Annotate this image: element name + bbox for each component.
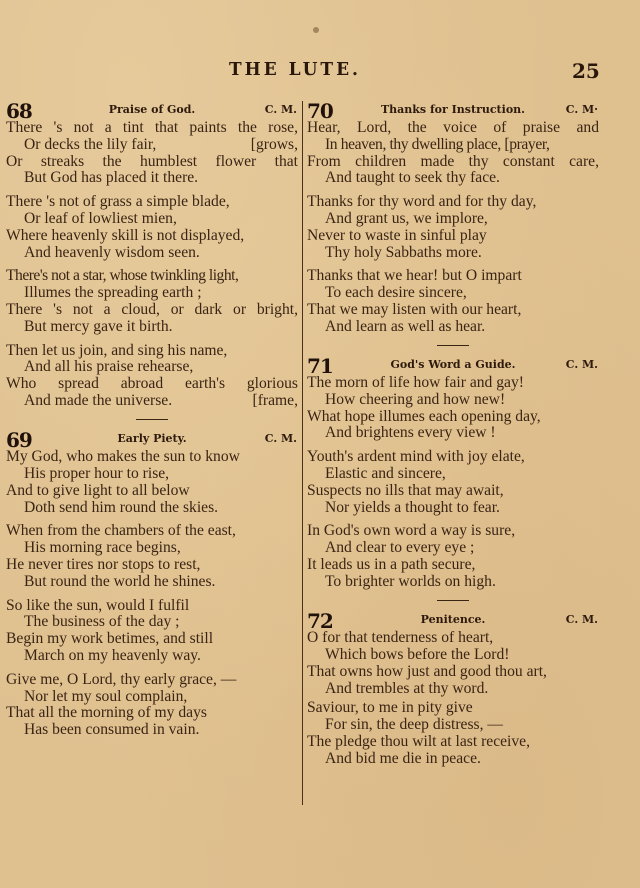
verse-line: Saviour, to me in pity give — [307, 699, 473, 717]
column-divider — [302, 101, 303, 805]
verse-line: His proper hour to rise, — [24, 465, 170, 483]
verse-line: And taught to seek thy face. — [325, 169, 500, 187]
verse-line: And learn as well as hear. — [325, 317, 486, 335]
verse-line: What hope illumes each opening day, — [307, 407, 541, 425]
verse-line: There 's not a tint that paints the rose, — [6, 120, 298, 136]
hymn-meter: C. M. — [565, 613, 598, 627]
verse-line: Elastic and sincere, — [325, 465, 446, 483]
hymn-number: 69 — [6, 428, 32, 453]
verse-line: Then let us join, and sing his name, — [6, 341, 228, 359]
verse-line: And heavenly wisdom seen. — [24, 243, 200, 261]
verse-line: But mercy gave it birth. — [24, 317, 173, 335]
verse-line: To brighter worlds on high. — [325, 572, 496, 590]
section-rule — [437, 600, 469, 602]
stanza — [6, 194, 298, 261]
carryover-text: [frame, — [252, 391, 298, 409]
verse-line: And brightens every view ! — [325, 424, 496, 442]
carryover-text: [grows, — [250, 135, 298, 153]
hymn-title: Praise of God. — [108, 103, 196, 116]
verse-line: And to give light to all below — [6, 481, 190, 499]
hymn-number: 70 — [307, 99, 333, 123]
verse-line: So like the sun, would I fulfil — [6, 596, 190, 614]
verse-line: How cheering and how new! — [325, 390, 506, 408]
stanza — [307, 523, 599, 590]
hymn-69 — [6, 429, 298, 739]
verse-line: Nor yields a thought to fear. — [325, 498, 500, 516]
running-head — [0, 60, 640, 84]
verse-line: In heaven, thy dwelling place, [prayer, — [325, 135, 550, 153]
verse-line: Or streaks the humblest flower that — [6, 153, 298, 170]
verse-line: The pledge thou wilt at last receive, — [307, 732, 530, 750]
verse-line — [6, 137, 298, 154]
hymn-71 — [307, 355, 599, 591]
left-column — [6, 100, 298, 746]
verse-line: Thanks for thy word and for thy day, — [307, 193, 537, 211]
stanza — [307, 630, 599, 697]
right-column — [307, 100, 599, 775]
verse-line: In God's own word a way is sure, — [307, 522, 516, 540]
hymn-number: 72 — [307, 609, 333, 634]
verse-line: Which bows before the Lord! — [325, 645, 510, 663]
section-rule — [437, 345, 469, 347]
hymn-number: 71 — [307, 354, 333, 379]
hymn-meter: C. M· — [565, 103, 598, 116]
stanza — [307, 268, 599, 335]
ink-speck — [313, 27, 319, 33]
verse-line: He never tires nor stops to rest, — [6, 556, 201, 574]
hymn-title: Penitence. — [420, 613, 486, 627]
stanza — [307, 120, 599, 187]
verse-line: The business of the day ; — [24, 613, 180, 631]
verse-line: There 's not of grass a simple blade, — [6, 193, 230, 211]
stanza — [307, 700, 599, 767]
stanza — [307, 375, 599, 442]
verse-line: Hear, Lord, the voice of praise and — [307, 120, 599, 136]
hymn-68 — [6, 100, 298, 410]
page-number: 25 — [572, 59, 600, 83]
verse-line: Illumes the spreading earth ; — [24, 284, 202, 302]
stanza — [6, 120, 298, 187]
verse-line: Or leaf of lowliest mien, — [24, 209, 177, 227]
hymn-title: God's Word a Guide. — [390, 358, 516, 372]
verse-line: And clear to every eye ; — [325, 539, 475, 557]
verse-text: Or decks the lily fair, — [24, 135, 157, 153]
verse-line: Doth send him round the skies. — [24, 498, 219, 516]
verse-line: But God has placed it there. — [24, 169, 199, 187]
verse-line: There 's not a cloud, or dark or bright, — [6, 301, 298, 318]
verse-line: Thy holy Sabbaths more. — [325, 243, 482, 261]
verse-line: There's not a star, whose twinkling light, — [6, 267, 239, 285]
verse-line: Give me, O Lord, thy early grace, — — [6, 670, 237, 688]
hymn-header — [307, 354, 599, 379]
verse-line: And all his praise rehearse, — [24, 358, 194, 376]
hymn-header — [307, 609, 599, 634]
verse-line — [6, 393, 298, 410]
verse-line: But round the world he shines. — [24, 572, 216, 590]
verse-line: When from the chambers of the east, — [6, 522, 236, 540]
hymn-meter: C. M. — [264, 103, 297, 116]
stanza — [6, 449, 298, 516]
verse-line: My God, who makes the sun to know — [6, 448, 240, 466]
stanza — [6, 523, 298, 590]
verse-line: Begin my work betimes, and still — [6, 630, 214, 648]
hymn-number: 68 — [6, 99, 32, 123]
running-title: THE LUTE. — [229, 59, 361, 81]
verse-line: And trembles at thy word. — [325, 679, 489, 697]
verse-line: Has been consumed in vain. — [24, 721, 200, 739]
section-rule — [136, 419, 168, 421]
stanza — [307, 449, 599, 516]
verse-line: His morning race begins, — [24, 539, 181, 557]
stanza — [6, 343, 298, 410]
verse-line: That we may listen with our heart, — [307, 300, 522, 318]
verse-line: And bid me die in peace. — [325, 749, 481, 767]
verse-line: Thanks that we hear! but O impart — [307, 267, 522, 285]
hymn-title: Early Piety. — [117, 432, 187, 446]
verse-line: And grant us, we implore, — [325, 209, 488, 227]
verse-line: O for that tenderness of heart, — [307, 629, 494, 647]
hymn-70 — [307, 100, 599, 336]
stanza — [6, 598, 298, 665]
verse-line: From children made thy constant care, — [307, 153, 599, 170]
verse-line: The morn of life how fair and gay! — [307, 374, 524, 392]
verse-line: To each desire sincere, — [325, 284, 467, 302]
verse-line: That owns how just and good thou art, — [307, 662, 547, 680]
verse-line: It leads us in a path secure, — [307, 556, 476, 574]
hymn-72 — [307, 610, 599, 767]
verse-line: March on my heavenly way. — [24, 647, 201, 665]
verse-line: Youth's ardent mind with joy elate, — [307, 448, 525, 466]
stanza — [6, 268, 298, 335]
verse-line: For sin, the deep distress, — — [325, 716, 504, 734]
stanza — [6, 672, 298, 739]
hymn-header — [6, 99, 298, 123]
stanza — [307, 194, 599, 261]
hymn-header — [6, 428, 298, 453]
verse-line: That all the morning of my days — [6, 704, 207, 722]
hymn-title: Thanks for Instruction. — [381, 103, 525, 116]
hymn-header — [307, 99, 599, 123]
verse-line: Never to waste in sinful play — [307, 226, 487, 244]
hymn-meter: C. M. — [264, 432, 297, 446]
verse-line: Who spread abroad earth's glorious — [6, 376, 298, 393]
verse-line: Suspects no ills that may await, — [307, 481, 504, 499]
verse-line: Where heavenly skill is not displayed, — [6, 226, 245, 244]
hymn-meter: C. M. — [565, 358, 598, 372]
verse-text: And made the universe. — [24, 391, 173, 409]
verse-line: Nor let my soul complain, — [24, 687, 188, 705]
